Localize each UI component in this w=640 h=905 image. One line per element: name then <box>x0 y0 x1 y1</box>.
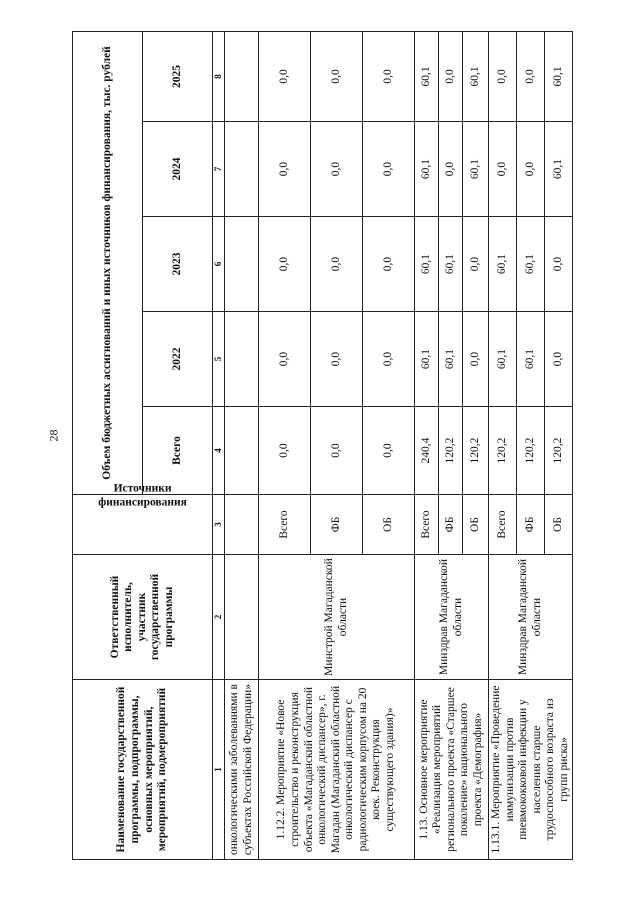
empty-cell <box>225 122 259 217</box>
row-source: ФБ <box>311 495 363 555</box>
empty-cell <box>225 495 259 555</box>
row-value: 60,1 <box>517 217 545 312</box>
year-2022: 2022 <box>143 312 213 407</box>
row-value: 60,1 <box>439 312 463 407</box>
header-row <box>73 31 143 859</box>
row-value: 60,1 <box>489 217 517 312</box>
col-num: 1 <box>213 680 225 860</box>
row-value: 60,1 <box>439 217 463 312</box>
row-value: 0,0 <box>463 217 489 312</box>
row-value: 60,1 <box>463 122 489 217</box>
table-row <box>489 31 517 859</box>
row-value: 120,2 <box>517 407 545 495</box>
col-num: 5 <box>213 312 225 407</box>
column-numbers-row <box>213 31 225 859</box>
row-value: 0,0 <box>259 407 311 495</box>
row-value: 0,0 <box>517 31 545 121</box>
row-value: 60,1 <box>545 122 573 217</box>
row-value: 0,0 <box>517 122 545 217</box>
table-row <box>415 31 439 859</box>
row-value: 0,0 <box>489 31 517 121</box>
empty-cell <box>225 555 259 680</box>
row-value: 120,2 <box>463 407 489 495</box>
row-value: 0,0 <box>311 122 363 217</box>
year-total: Всего <box>143 407 213 495</box>
header-volume: Объем бюджетных ассигнований и иных источников финансирования, тыс. рублей <box>73 31 143 494</box>
row-value: 0,0 <box>259 31 311 121</box>
row-value: 0,0 <box>311 312 363 407</box>
row-value: 120,2 <box>545 407 573 495</box>
col-num: 2 <box>213 555 225 680</box>
row-value: 120,2 <box>489 407 517 495</box>
row-value: 0,0 <box>311 31 363 121</box>
col-num: 4 <box>213 407 225 495</box>
row-source: ОБ <box>545 495 573 555</box>
header-source <box>73 482 213 555</box>
header-executor: Ответственный исполнитель, участник государственной программы <box>73 555 213 680</box>
row-source: Всего <box>415 495 439 555</box>
row-value: 60,1 <box>415 31 439 121</box>
row-value: 60,1 <box>415 122 439 217</box>
empty-cell <box>225 312 259 407</box>
row-value: 0,0 <box>259 312 311 407</box>
row-value: 0,0 <box>363 312 415 407</box>
row-value: 60,1 <box>545 31 573 121</box>
row-value: 0,0 <box>463 312 489 407</box>
row-value: 0,0 <box>259 122 311 217</box>
row-name: 1.13.1. Мероприятие «Проведение иммунизации против пневмококковой инфекции у населения старше трудоспособного возраста из групп риска» <box>489 680 573 860</box>
row-value: 60,1 <box>415 217 439 312</box>
col-num: 7 <box>213 122 225 217</box>
row-value: 0,0 <box>439 122 463 217</box>
row-value: 0,0 <box>363 122 415 217</box>
table-row <box>225 31 259 859</box>
year-2023: 2023 <box>143 217 213 312</box>
row-executor: Минздрав Магаданской области <box>415 555 489 680</box>
row-value: 0,0 <box>363 407 415 495</box>
row-source: ФБ <box>517 495 545 555</box>
col-num: 8 <box>213 31 225 121</box>
rotated-table-wrapper <box>72 32 570 860</box>
row-value: 60,1 <box>415 312 439 407</box>
page-number: 28 <box>46 429 61 442</box>
empty-cell <box>225 31 259 121</box>
col-num: 3 <box>213 495 225 555</box>
row-value: 0,0 <box>259 217 311 312</box>
row-value: 120,2 <box>439 407 463 495</box>
row-source: ОБ <box>363 495 415 555</box>
row-executor: Минздрав Магаданской области <box>489 555 573 680</box>
row-source: ОБ <box>463 495 489 555</box>
row-source: ФБ <box>439 495 463 555</box>
row-value: 60,1 <box>517 312 545 407</box>
row-value: 0,0 <box>489 122 517 217</box>
empty-cell <box>225 217 259 312</box>
year-2025: 2025 <box>143 31 213 121</box>
row-value: 60,1 <box>463 31 489 121</box>
row-value: 0,0 <box>363 217 415 312</box>
row-value: 0,0 <box>545 217 573 312</box>
year-2024: 2024 <box>143 122 213 217</box>
row-source: Всего <box>489 495 517 555</box>
row-executor: Минстрой Магаданской области <box>259 555 415 680</box>
financing-table <box>72 31 573 860</box>
row-value: 0,0 <box>439 31 463 121</box>
header-name: Наименование государственной программы, подпрограммы, основных мероприятий, мероприятий, подмероприятий <box>73 680 213 860</box>
row-value: 240,4 <box>415 407 439 495</box>
table-row <box>259 31 311 859</box>
empty-cell <box>225 407 259 495</box>
row-value: 0,0 <box>363 31 415 121</box>
row-name: онкологическими заболеваниями в субъектах Российской Федерации» <box>225 680 259 860</box>
row-value: 60,1 <box>489 312 517 407</box>
row-name: 1.13. Основное мероприятие «Реализация мероприятий регионального проекта «Старшее поколение» национального проекта «Демография» <box>415 680 489 860</box>
row-name: 1.12.2. Мероприятие «Новое строительство и реконструкция объекта «Магаданский областной онкологический диспансер», г. Магадан (Магаданский областной онкологический диспансер с радиологическим корпусом на 20 коек. Реконструкция существующего здания)» <box>259 680 415 860</box>
row-value: 0,0 <box>311 217 363 312</box>
row-value: 0,0 <box>545 312 573 407</box>
row-value: 0,0 <box>311 407 363 495</box>
row-source: Всего <box>259 495 311 555</box>
header-source-text: Источники финансирования <box>98 482 187 508</box>
col-num: 6 <box>213 217 225 312</box>
